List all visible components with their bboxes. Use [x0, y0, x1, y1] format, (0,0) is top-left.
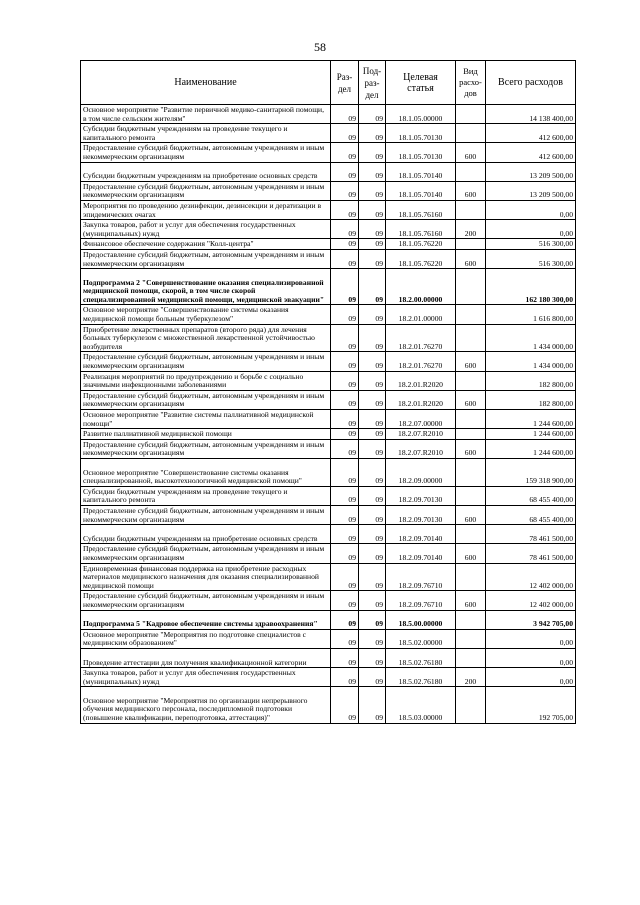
cell-cs: 18.1.05.76160	[386, 220, 456, 239]
cell-p: 09	[359, 591, 386, 610]
cell-cs: 18.5.00.00000	[386, 610, 456, 629]
table-row	[81, 143, 576, 162]
cell-cs: 18.1.05.70140	[386, 181, 456, 200]
cell-r: 09	[331, 544, 359, 563]
cell-name: Единовременная финансовая поддержка на приобретение расходных материалов медицинского назначения для оказания специализированной медицинской помощи	[81, 563, 331, 591]
table-row	[81, 687, 576, 723]
cell-p: 09	[359, 324, 386, 352]
cell-name: Предоставление субсидий бюджетным, автономным учреждениям и иным некоммерческим организациям	[81, 591, 331, 610]
cell-r: 09	[331, 143, 359, 162]
cell-r: 09	[331, 124, 359, 143]
cell-cs: 18.1.05.00000	[386, 105, 456, 124]
cell-v	[456, 486, 486, 505]
cell-p: 09	[359, 525, 386, 544]
cell-v: 600	[456, 390, 486, 409]
cell-p: 09	[359, 220, 386, 239]
cell-v	[456, 371, 486, 390]
table-row	[81, 544, 576, 563]
cell-v: 600	[456, 249, 486, 268]
cell-cs: 18.2.01.R2020	[386, 390, 456, 409]
cell-name: Закупка товаров, работ и услуг для обеспечения государственных (муниципальных) нужд	[81, 220, 331, 239]
table-row	[81, 324, 576, 352]
cell-name: Предоставление субсидий бюджетным, автономным учреждениям и иным некоммерческим организациям	[81, 505, 331, 524]
cell-total: 1 244 600,00	[486, 429, 576, 440]
cell-name: Основное мероприятие "Совершенствование системы оказания медицинской помощи больным туберкулезом"	[81, 305, 331, 324]
table-row	[81, 486, 576, 505]
cell-total: 3 942 705,00	[486, 610, 576, 629]
cell-r: 09	[331, 249, 359, 268]
header-razdel: Раз- дел	[331, 61, 359, 105]
cell-p: 09	[359, 544, 386, 563]
table-row	[81, 390, 576, 409]
cell-v	[456, 324, 486, 352]
cell-name: Предоставление субсидий бюджетным, автономным учреждениям и иным некоммерческим организациям	[81, 352, 331, 371]
cell-p: 09	[359, 181, 386, 200]
cell-cs: 18.2.07.00000	[386, 410, 456, 429]
cell-r: 09	[331, 324, 359, 352]
cell-v: 600	[456, 505, 486, 524]
cell-name: Субсидии бюджетным учреждениям на приобретение основных средств	[81, 162, 331, 181]
cell-total: 14 138 400,00	[486, 105, 576, 124]
cell-r: 09	[331, 181, 359, 200]
cell-p: 09	[359, 629, 386, 648]
cell-cs: 18.2.09.76710	[386, 563, 456, 591]
cell-r: 09	[331, 410, 359, 429]
cell-v	[456, 269, 486, 305]
cell-p: 09	[359, 390, 386, 409]
cell-p: 09	[359, 105, 386, 124]
cell-p: 09	[359, 439, 386, 458]
cell-total: 78 461 500,00	[486, 544, 576, 563]
cell-v: 200	[456, 220, 486, 239]
cell-cs: 18.1.05.76160	[386, 200, 456, 219]
cell-r: 09	[331, 668, 359, 687]
cell-name: Закупка товаров, работ и услуг для обеспечения государственных (муниципальных) нужд	[81, 668, 331, 687]
cell-p: 09	[359, 486, 386, 505]
cell-r: 09	[331, 486, 359, 505]
table-row	[81, 563, 576, 591]
cell-name: Проведение аттестации для получения квалификационной категории	[81, 648, 331, 667]
cell-name: Субсидии бюджетным учреждениям на приобретение основных средств	[81, 525, 331, 544]
cell-total: 13 209 500,00	[486, 162, 576, 181]
cell-p: 09	[359, 668, 386, 687]
cell-r: 09	[331, 105, 359, 124]
cell-v	[456, 687, 486, 723]
cell-total: 159 318 900,00	[486, 459, 576, 487]
cell-r: 09	[331, 352, 359, 371]
cell-v: 600	[456, 439, 486, 458]
cell-v	[456, 162, 486, 181]
cell-r: 09	[331, 629, 359, 648]
table-header-row	[81, 61, 576, 105]
cell-p: 09	[359, 249, 386, 268]
cell-total: 1 616 800,00	[486, 305, 576, 324]
cell-v	[456, 410, 486, 429]
budget-table	[80, 60, 576, 724]
cell-cs: 18.5.02.76180	[386, 668, 456, 687]
cell-name: Мероприятия по проведению дезинфекции, дезинсекции и дератизации в эпидемических очагах	[81, 200, 331, 219]
cell-v	[456, 629, 486, 648]
cell-v	[456, 200, 486, 219]
cell-r: 09	[331, 610, 359, 629]
cell-r: 09	[331, 429, 359, 440]
cell-name: Предоставление субсидий бюджетным, автономным учреждениям и иным некоммерческим организациям	[81, 544, 331, 563]
cell-total: 412 600,00	[486, 143, 576, 162]
cell-total: 516 300,00	[486, 249, 576, 268]
header-vid-rashodov: Вид расхо- дов	[456, 61, 486, 105]
cell-v: 200	[456, 668, 486, 687]
cell-r: 09	[331, 439, 359, 458]
cell-v	[456, 648, 486, 667]
table-row	[81, 459, 576, 487]
cell-cs: 18.2.09.70140	[386, 525, 456, 544]
cell-p: 09	[359, 610, 386, 629]
header-podrazdel: Под- раз- дел	[359, 61, 386, 105]
cell-cs: 18.1.05.76220	[386, 239, 456, 250]
table-row	[81, 124, 576, 143]
cell-cs: 18.2.01.00000	[386, 305, 456, 324]
cell-p: 09	[359, 269, 386, 305]
table-row	[81, 371, 576, 390]
cell-r: 09	[331, 390, 359, 409]
table-row	[81, 305, 576, 324]
cell-name: Субсидии бюджетным учреждениям на проведение текущего и капитального ремонта	[81, 124, 331, 143]
cell-name: Подпрограмма 5 "Кадровое обеспечение системы здравоохранения"	[81, 610, 331, 629]
cell-r: 09	[331, 239, 359, 250]
cell-r: 09	[331, 162, 359, 181]
cell-cs: 18.2.07.R2010	[386, 439, 456, 458]
cell-name: Реализация мероприятий по предупреждению и борьбе с социально значимыми инфекционными заболеваниями	[81, 371, 331, 390]
cell-r: 09	[331, 220, 359, 239]
cell-total: 516 300,00	[486, 239, 576, 250]
cell-cs: 18.2.01.R2020	[386, 371, 456, 390]
cell-v: 600	[456, 591, 486, 610]
table-row	[81, 525, 576, 544]
cell-name: Основное мероприятие "Мероприятия по организации непрерывного обучения медицинского персонала, последипломной подготовки (повышение квалификации, переподготовка, аттестация)"	[81, 687, 331, 723]
table-row	[81, 610, 576, 629]
cell-name: Предоставление субсидий бюджетным, автономным учреждениям и иным некоммерческим организациям	[81, 143, 331, 162]
cell-v	[456, 563, 486, 591]
cell-total: 68 455 400,00	[486, 505, 576, 524]
cell-p: 09	[359, 305, 386, 324]
table-row	[81, 181, 576, 200]
cell-name: Основное мероприятие "Совершенствование системы оказания специализированной, высокотехнологичной медицинской помощи"	[81, 459, 331, 487]
cell-cs: 18.5.02.00000	[386, 629, 456, 648]
header-celevaya-statya: Целевая статья	[386, 61, 456, 105]
cell-cs: 18.2.01.76270	[386, 324, 456, 352]
table-row	[81, 429, 576, 440]
cell-name: Развитие паллиативной медицинской помощи	[81, 429, 331, 440]
table-row	[81, 648, 576, 667]
cell-total: 182 800,00	[486, 371, 576, 390]
cell-p: 09	[359, 505, 386, 524]
cell-p: 09	[359, 410, 386, 429]
cell-v	[456, 124, 486, 143]
cell-v	[456, 105, 486, 124]
cell-name: Основное мероприятие "Развитие системы паллиативной медицинской помощи"	[81, 410, 331, 429]
table-row	[81, 591, 576, 610]
cell-name: Предоставление субсидий бюджетным, автономным учреждениям и иным некоммерческим организациям	[81, 390, 331, 409]
cell-name: Основное мероприятие "Мероприятия по подготовке специалистов с медицинским образованием"	[81, 629, 331, 648]
cell-p: 09	[359, 687, 386, 723]
cell-v: 600	[456, 181, 486, 200]
cell-r: 09	[331, 269, 359, 305]
table-row	[81, 505, 576, 524]
cell-cs: 18.5.03.00000	[386, 687, 456, 723]
cell-v	[456, 525, 486, 544]
cell-total: 12 402 000,00	[486, 591, 576, 610]
cell-total: 162 180 300,00	[486, 269, 576, 305]
cell-r: 09	[331, 591, 359, 610]
cell-r: 09	[331, 200, 359, 219]
cell-r: 09	[331, 305, 359, 324]
cell-r: 09	[331, 459, 359, 487]
cell-name: Основное мероприятие "Развитие первичной медико-санитарной помощи, в том числе сельским жителям"	[81, 105, 331, 124]
cell-cs: 18.5.02.76180	[386, 648, 456, 667]
cell-cs: 18.2.00.00000	[386, 269, 456, 305]
cell-v: 600	[456, 143, 486, 162]
cell-p: 09	[359, 124, 386, 143]
cell-r: 09	[331, 687, 359, 723]
cell-cs: 18.1.05.70130	[386, 143, 456, 162]
cell-cs: 18.1.05.70140	[386, 162, 456, 181]
table-row	[81, 105, 576, 124]
table-row	[81, 410, 576, 429]
cell-r: 09	[331, 505, 359, 524]
cell-r: 09	[331, 648, 359, 667]
cell-p: 09	[359, 429, 386, 440]
cell-name: Финансовое обеспечение содержания "Колл-центра"	[81, 239, 331, 250]
cell-total: 68 455 400,00	[486, 486, 576, 505]
cell-cs: 18.2.09.70130	[386, 505, 456, 524]
table-row	[81, 352, 576, 371]
header-name: Наименование	[81, 61, 331, 105]
cell-cs: 18.2.07.R2010	[386, 429, 456, 440]
cell-r: 09	[331, 563, 359, 591]
cell-total: 0,00	[486, 220, 576, 239]
table-row	[81, 249, 576, 268]
cell-total: 1 434 000,00	[486, 324, 576, 352]
cell-cs: 18.2.09.70130	[386, 486, 456, 505]
cell-name: Подпрограмма 2 "Совершенствование оказания специализированной медицинской помощи, скорой, в том числе скорой специализированной медицинской помощи, медицинской эвакуации"	[81, 269, 331, 305]
cell-name: Предоставление субсидий бюджетным, автономным учреждениям и иным некоммерческим организациям	[81, 181, 331, 200]
table-row	[81, 629, 576, 648]
cell-p: 09	[359, 162, 386, 181]
cell-cs: 18.1.05.76220	[386, 249, 456, 268]
cell-v	[456, 610, 486, 629]
cell-name: Предоставление субсидий бюджетным, автономным учреждениям и иным некоммерческим организациям	[81, 439, 331, 458]
page-number: 58	[314, 40, 326, 54]
cell-p: 09	[359, 563, 386, 591]
cell-cs: 18.2.09.70140	[386, 544, 456, 563]
cell-cs: 18.2.01.76270	[386, 352, 456, 371]
cell-cs: 18.2.09.76710	[386, 591, 456, 610]
cell-p: 09	[359, 200, 386, 219]
cell-cs: 18.2.09.00000	[386, 459, 456, 487]
cell-total: 1 434 000,00	[486, 352, 576, 371]
table-row	[81, 200, 576, 219]
cell-v	[456, 305, 486, 324]
table-row	[81, 162, 576, 181]
cell-v: 600	[456, 352, 486, 371]
cell-r: 09	[331, 525, 359, 544]
cell-total: 412 600,00	[486, 124, 576, 143]
header-total: Всего расходов	[486, 61, 576, 105]
table-row	[81, 439, 576, 458]
cell-v	[456, 459, 486, 487]
cell-total: 12 402 000,00	[486, 563, 576, 591]
cell-p: 09	[359, 371, 386, 390]
cell-p: 09	[359, 352, 386, 371]
cell-name: Приобретение лекарственных препаратов (второго ряда) для лечения больных туберкулезом с множественной лекарственной устойчивостью возбудителя	[81, 324, 331, 352]
table-row	[81, 220, 576, 239]
cell-cs: 18.1.05.70130	[386, 124, 456, 143]
cell-v	[456, 429, 486, 440]
cell-p: 09	[359, 459, 386, 487]
table-row	[81, 239, 576, 250]
cell-p: 09	[359, 239, 386, 250]
cell-total: 1 244 600,00	[486, 439, 576, 458]
cell-total: 0,00	[486, 629, 576, 648]
cell-total: 182 800,00	[486, 390, 576, 409]
cell-total: 13 209 500,00	[486, 181, 576, 200]
table-row	[81, 269, 576, 305]
cell-total: 1 244 600,00	[486, 410, 576, 429]
cell-total: 78 461 500,00	[486, 525, 576, 544]
cell-total: 192 705,00	[486, 687, 576, 723]
cell-v: 600	[456, 544, 486, 563]
cell-total: 0,00	[486, 200, 576, 219]
cell-v	[456, 239, 486, 250]
cell-name: Предоставление субсидий бюджетным, автономным учреждениям и иным некоммерческим организациям	[81, 249, 331, 268]
cell-p: 09	[359, 143, 386, 162]
cell-r: 09	[331, 371, 359, 390]
cell-name: Субсидии бюджетным учреждениям на проведение текущего и капитального ремонта	[81, 486, 331, 505]
cell-total: 0,00	[486, 668, 576, 687]
cell-p: 09	[359, 648, 386, 667]
table-row	[81, 668, 576, 687]
cell-total: 0,00	[486, 648, 576, 667]
